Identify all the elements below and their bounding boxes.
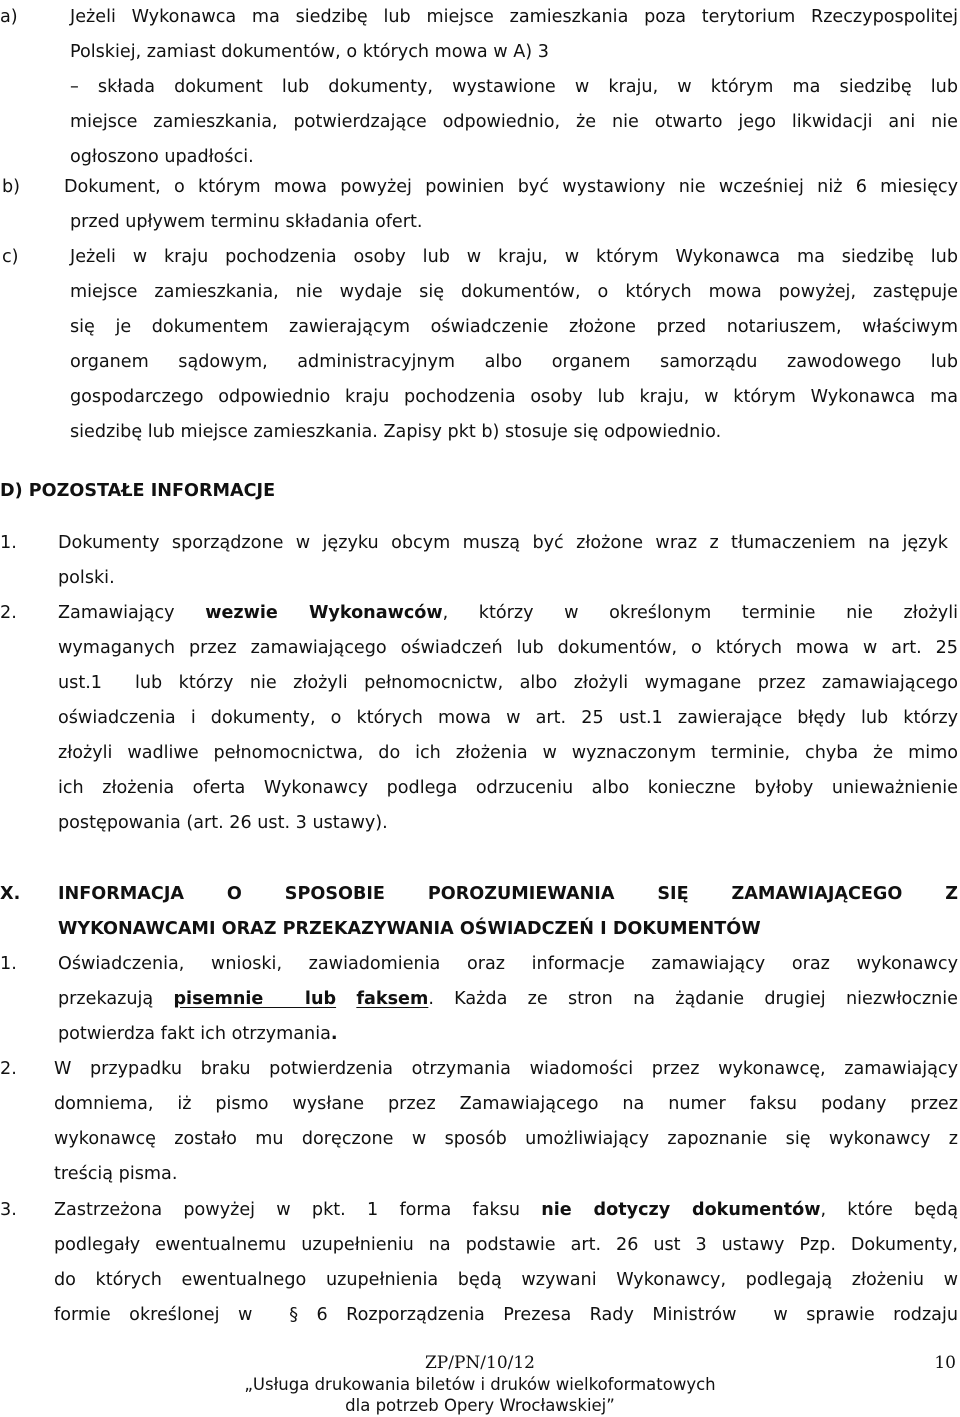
text-line: podlegały ewentualnemu uzupełnieniu na podstawie art. 26 ust 3 ustawy Pzp. Dokumenty, — [54, 1235, 958, 1255]
text-run: Zastrzeżona powyżej w pkt. 1 forma faksu — [54, 1200, 542, 1220]
text-line: złożyli wadliwe pełnomocnictwa, do ich złożenia w wyznaczonym terminie, chyba że mimo — [58, 743, 958, 763]
x-point-1-text — [58, 947, 958, 1052]
text-line: się je dokumentem zawierającym oświadczenie złożone przed notariuszem, właściwym — [70, 317, 958, 337]
text-run: Zamawiający — [58, 603, 206, 623]
x-point-2-label: 2. — [0, 1059, 17, 1079]
item-a-text — [70, 0, 958, 175]
text-line — [58, 982, 958, 1017]
text-line: domniema, iż pismo wysłane przez Zamawiającego na numer faksu podany przez — [54, 1094, 958, 1114]
text-line: ust.1 lub którzy nie złożyli pełnomocnictw, albo złożyli wymagane przez zamawiającego — [58, 673, 958, 693]
text-line: Dokumenty sporządzone w języku obcym muszą być złożone wraz z tłumaczeniem na język — [58, 533, 948, 553]
text-line: oświadczenia i dokumenty, o których mowa w art. 25 ust.1 zawierające błędy lub którzy — [58, 708, 958, 728]
text-line — [58, 1017, 958, 1052]
text-line: Jeżeli Wykonawca ma siedzibę lub miejsce zamieszkania poza terytorium Rzeczypospolitej — [70, 7, 958, 27]
footer-line-1: „Usługa drukowania biletów i druków wielkoformatowych — [244, 1375, 716, 1394]
text-run: , które będą — [820, 1200, 959, 1220]
text-line: treścią pisma. — [54, 1164, 178, 1184]
d-point-2-label: 2. — [0, 603, 17, 623]
page-number: 10 — [934, 1353, 956, 1373]
text-run: . Każda ze stron na żądanie drugiej niezwłocznie — [428, 989, 958, 1009]
text-line: gospodarczego odpowiednio kraju pochodzenia osoby lub kraju, w którym Wykonawca ma — [70, 387, 958, 407]
underlined-bold-text: faksem — [356, 989, 429, 1009]
bold-text: nie dotyczy dokumentów — [541, 1200, 821, 1220]
text-line — [54, 1193, 958, 1228]
text-line: formie określonej w § 6 Rozporządzenia Prezesa Rady Ministrów w sprawie rodzaju — [54, 1305, 958, 1325]
text-run — [336, 989, 356, 1009]
d-point-1-label: 1. — [0, 533, 17, 553]
heading-line: INFORMACJA O SPOSOBIE POROZUMIEWANIA SIĘ ZAMAWIAJĄCEGO Z — [58, 884, 958, 904]
text-line: polski. — [58, 568, 115, 588]
x-point-3-text — [54, 1193, 958, 1333]
item-label-b: b) — [2, 177, 21, 197]
text-run: przekazują — [58, 989, 174, 1009]
x-point-1-label: 1. — [0, 954, 17, 974]
section-x-heading — [58, 877, 958, 947]
text-run: potwierdza fakt ich otrzymania — [58, 1024, 331, 1044]
section-d-heading: D) POZOSTAŁE INFORMACJE — [0, 481, 276, 501]
document-code: ZP/PN/10/12 — [424, 1353, 535, 1373]
heading-line: WYKONAWCAMI ORAZ PRZEKAZYWANIA OŚWIADCZEŃ I DOKUMENTÓW — [58, 919, 761, 939]
bold-text: . — [330, 1024, 338, 1044]
text-line: Jeżeli w kraju pochodzenia osoby lub w kraju, w którym Wykonawca ma siedzibę lub — [70, 247, 958, 267]
text-line: siedzibę lub miejsce zamieszkania. Zapisy pkt b) stosuje się odpowiednio. — [70, 422, 722, 442]
text-run: , którzy w określonym terminie nie złożyli — [442, 603, 958, 623]
text-line: miejsce zamieszkania, potwierdzające odpowiednio, że nie otwarto jego likwidacji ani nie — [70, 112, 958, 132]
text-line: Polskiej, zamiast dokumentów, o których mowa w A) 3 — [70, 42, 549, 62]
text-line: wymaganych przez zamawiającego oświadczeń lub dokumentów, o których mowa w art. 25 — [58, 638, 958, 658]
text-line: – składa dokument lub dokumenty, wystawione w kraju, w którym ma siedzibę lub — [70, 77, 958, 97]
bold-text: wezwie Wykonawców — [205, 603, 443, 623]
text-line: W przypadku braku potwierdzenia otrzymania wiadomości przez wykonawcę, zamawiający — [54, 1059, 958, 1079]
item-label-c: c) — [2, 247, 19, 267]
text-line: wykonawcę zostało mu doręczone w sposób umożliwiający zapoznanie się wykonawcy z — [54, 1129, 958, 1149]
text-line: ogłoszono upadłości. — [70, 147, 254, 167]
section-x-number: X. — [0, 884, 21, 904]
text-line: ich złożenia oferta Wykonawcy podlega odrzuceniu albo konieczne byłoby unieważnienie — [58, 778, 958, 798]
text-line: przed upływem terminu składania ofert. — [70, 212, 423, 232]
text-line: Dokument, o którym mowa powyżej powinien być wystawiony nie wcześniej niż 6 miesięcy — [64, 177, 958, 197]
item-label-a: a) — [0, 7, 18, 27]
d-point-1-text — [58, 526, 948, 596]
d-point-2-text — [58, 596, 958, 841]
text-line: postępowania (art. 26 ust. 3 ustawy). — [58, 813, 388, 833]
text-line: organem sądowym, administracyjnym albo organem samorządu zawodowego lub — [70, 352, 958, 372]
footer-line-2: dla potrzeb Opery Wrocławskiej” — [345, 1396, 615, 1415]
underlined-bold-text: pisemnie lub — [173, 989, 337, 1009]
item-b-text — [64, 170, 958, 240]
x-point-2-text — [54, 1052, 958, 1192]
text-line: Oświadczenia, wnioski, zawiadomienia oraz informacje zamawiający oraz wykonawcy — [58, 954, 958, 974]
x-point-3-label: 3. — [0, 1200, 17, 1220]
item-c-text — [70, 240, 958, 450]
text-line: miejsce zamieszkania, nie wydaje się dokumentów, o których mowa powyżej, zastępuje — [70, 282, 958, 302]
text-line: do których ewentualnego uzupełnienia będą wzywani Wykonawcy, podlegają złożeniu w — [54, 1270, 958, 1290]
text-line — [58, 596, 958, 631]
